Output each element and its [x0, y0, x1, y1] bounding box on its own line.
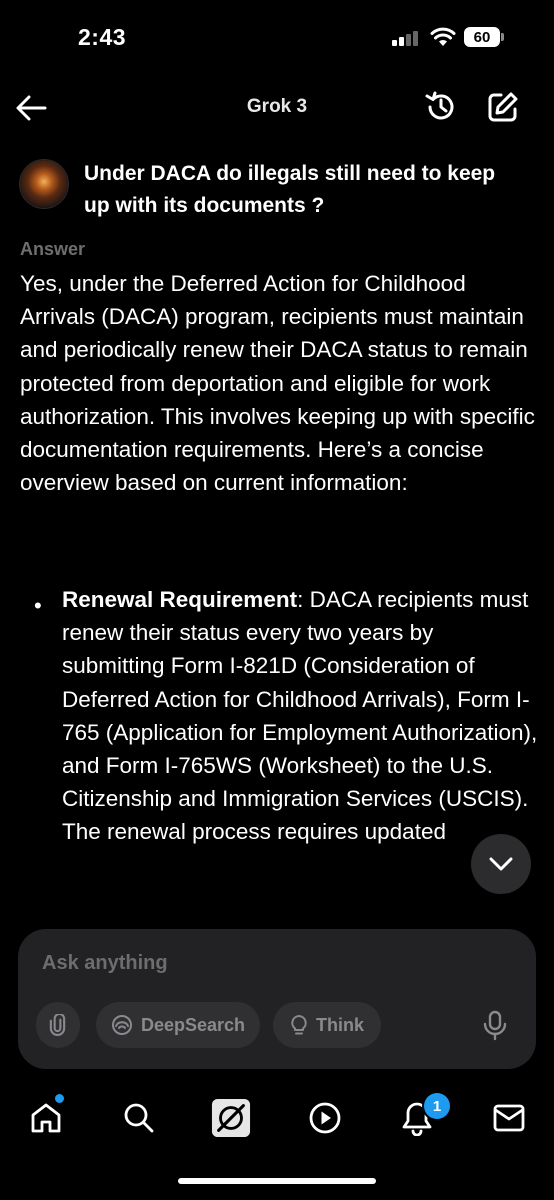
mail-icon [492, 1103, 526, 1133]
think-label: Think [316, 1014, 364, 1035]
answer-label: Answer [20, 239, 86, 259]
deepsearch-icon [111, 1014, 133, 1036]
search-icon [122, 1101, 156, 1135]
history-icon[interactable] [424, 90, 458, 124]
answer-intro: Yes, under the Deferred Action for Childhood Arrivals (DACA) program, recipients must maintain and periodically renew their DACA status to remain protected from deportation and eligible for work authorization. This involves keeping up with specific documentation requirements. Here’s a concise overview based on current information: [20, 271, 535, 496]
home-unread-dot [55, 1094, 64, 1103]
tab-search[interactable] [119, 1098, 159, 1138]
wifi-icon [430, 27, 456, 47]
tab-video[interactable] [305, 1098, 345, 1138]
lightbulb-icon [290, 1014, 308, 1036]
scroll-down-button[interactable] [471, 834, 531, 894]
cellular-signal-icon [392, 30, 422, 46]
user-avatar [20, 160, 68, 208]
paperclip-icon [48, 1014, 68, 1036]
ask-input[interactable]: Ask anything [42, 952, 168, 974]
home-indicator [178, 1178, 376, 1184]
grok-icon [211, 1097, 251, 1139]
new-chat-edit-icon[interactable] [486, 90, 520, 124]
status-time: 2:43 [78, 24, 127, 50]
battery-tip [501, 33, 504, 41]
deepsearch-button[interactable] [96, 1002, 260, 1048]
chevron-down-icon [488, 856, 514, 872]
bullet-point-icon: • [34, 593, 42, 618]
tab-home[interactable] [26, 1098, 66, 1138]
attach-button[interactable] [36, 1002, 80, 1048]
composer-box [18, 929, 536, 1069]
page-title: Grok 3 [246, 96, 308, 117]
deepsearch-label: DeepSearch [140, 1014, 246, 1035]
microphone-icon[interactable] [478, 1008, 512, 1042]
tab-grok[interactable] [211, 1098, 251, 1138]
bullet-heading: Renewal Requirement [62, 587, 298, 612]
answer-bullet-item [62, 583, 540, 849]
notification-badge: 1 [424, 1093, 450, 1119]
user-question: Under DACA do illegals still need to keep up with its documents ? [84, 162, 496, 217]
think-button[interactable] [273, 1002, 381, 1048]
battery-indicator: 60 [464, 27, 500, 47]
play-icon [308, 1101, 342, 1135]
tab-messages[interactable] [489, 1098, 529, 1138]
bullet-text: : DACA recipients must renew their status every two years by submitting Form I-821D (Consideration of Deferred Action for Childhood Arrivals), Form I-765 (Application for Employment Authorization), and Form I-765WS (Worksheet) to the U.S. Citizenship and Immigration Services (USCIS). The renewal process requires updated [62, 587, 538, 845]
home-icon [28, 1100, 64, 1136]
